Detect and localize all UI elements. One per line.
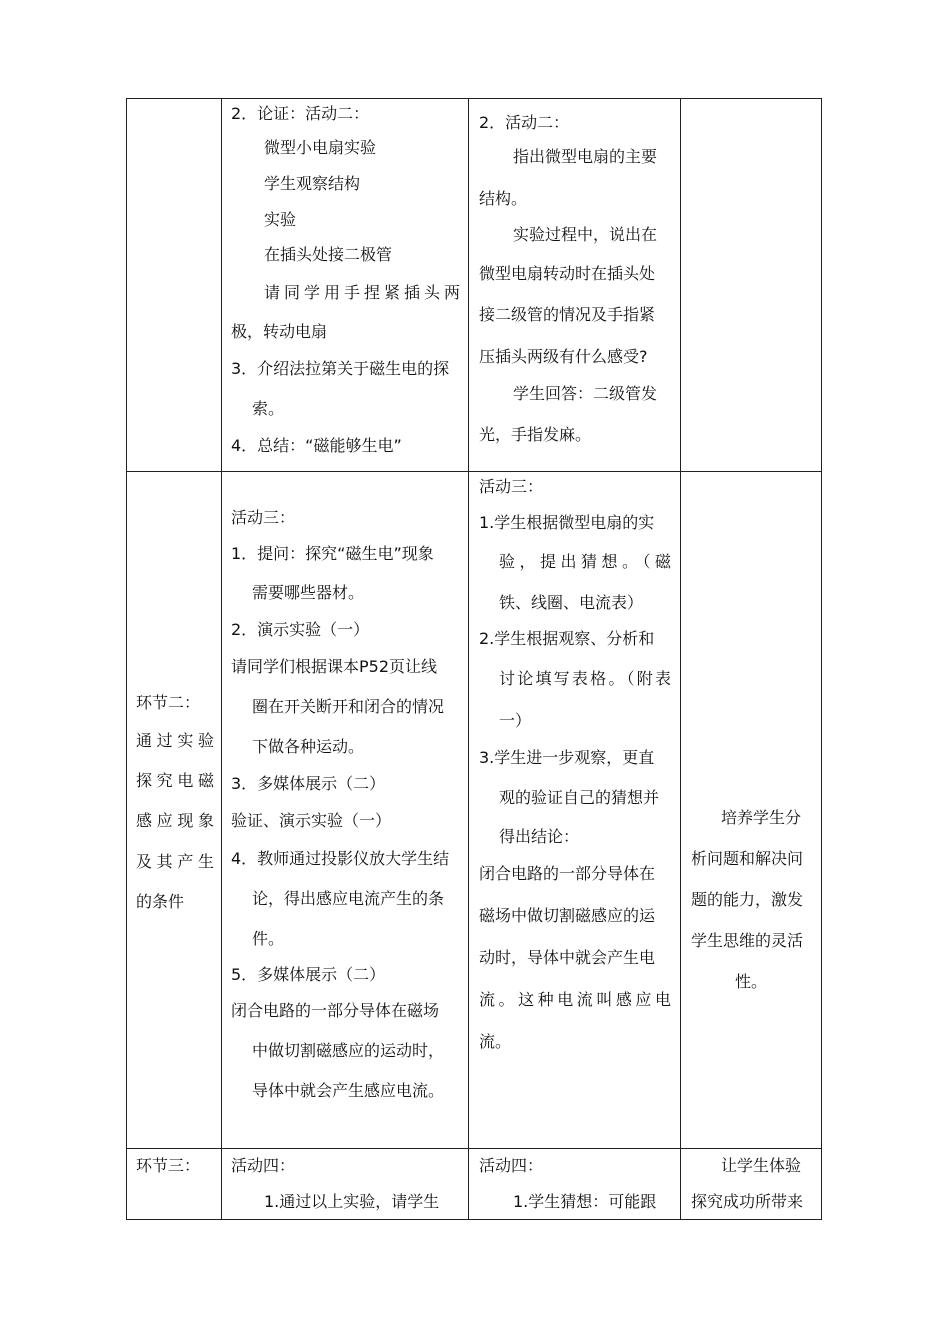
teacher-activity-cell <box>222 1149 469 1220</box>
text-line: 闭合电路的一部分导体在 <box>479 864 656 883</box>
text-line: 压插头两级有什么感受? <box>479 347 648 366</box>
text-line: 3．介绍法拉第关于磁生电的探 <box>231 359 450 378</box>
text-line: 题的能力，激发 <box>691 890 804 909</box>
text-line: 1．提问：探究“磁生电”现象 <box>231 544 434 563</box>
text-line: 活动四： <box>231 1156 296 1175</box>
text-line: 圈在开关断开和闭合的情况 <box>252 697 445 716</box>
text-line: 探究成功所带来 <box>691 1192 804 1211</box>
text-line: 析问题和解决问 <box>691 849 804 868</box>
student-activity-cell <box>469 1149 681 1220</box>
text-line: 件。 <box>252 929 285 948</box>
text-line: 需要哪些器材。 <box>252 583 365 602</box>
text-line: 请同学们根据课本P52页让线 <box>231 657 438 676</box>
student-activity-cell <box>469 472 681 1149</box>
text-line: 光，手指发麻。 <box>479 425 592 444</box>
text-line: 观的验证自己的猜想并 <box>499 788 660 807</box>
text-line: 活动三： <box>479 477 544 496</box>
text-line: 闭合电路的一部分导体在磁场 <box>231 1001 440 1020</box>
text-line: 结构。 <box>479 189 528 208</box>
text-line: 1.学生根据微型电扇的实 <box>479 513 655 532</box>
text-line: 1.学生猜想：可能跟 <box>513 1192 657 1211</box>
text-line: 1.通过以上实验，请学生 <box>264 1192 440 1211</box>
text-line: 微型小电扇实验 <box>264 138 377 157</box>
stage-label: 环节三： <box>136 1156 201 1175</box>
stage-label: 及其产生 <box>136 852 214 871</box>
text-line: 讨论填写表格。（附表 <box>499 669 671 688</box>
stage-label: 的条件 <box>136 892 185 911</box>
text-line: 学生思维的灵活 <box>691 931 804 950</box>
stage-label: 环节二： <box>136 693 201 712</box>
text-line: 活动四： <box>479 1156 544 1175</box>
stage-cell <box>127 99 222 472</box>
teacher-activity-cell <box>222 99 469 472</box>
text-line: 导体中就会产生感应电流。 <box>252 1081 445 1100</box>
text-line: 2．演示实验（一） <box>231 620 370 639</box>
text-line: 培养学生分 <box>721 808 802 827</box>
stage-label: 感应现象 <box>136 811 214 830</box>
text-line: 下做各种运动。 <box>252 737 365 756</box>
text-line: 3．多媒体展示（二） <box>231 774 386 793</box>
stage-cell <box>127 1149 222 1220</box>
text-line: 请同学用手捏紧插头两 <box>264 283 460 302</box>
text-line: 性。 <box>735 972 768 991</box>
text-line: 活动三： <box>231 508 296 527</box>
text-line: 实验过程中，说出在 <box>513 225 658 244</box>
text-line: 流。 <box>479 1032 512 1051</box>
text-line: 学生回答：二级管发 <box>513 384 658 403</box>
lesson-plan-table <box>126 98 822 1220</box>
text-line: 2．活动二： <box>479 113 570 132</box>
table-row <box>127 472 822 1149</box>
text-line: 4．总结：“磁能够生电” <box>231 436 402 455</box>
text-line: 2．论证：活动二： <box>231 104 370 123</box>
text-line: 索。 <box>252 399 285 418</box>
teacher-activity-cell <box>222 472 469 1149</box>
text-line: 流。这种电流叫感应电 <box>479 990 671 1009</box>
text-line: 在插头处接二极管 <box>264 245 393 264</box>
text-line: 3.学生进一步观察，更直 <box>479 748 655 767</box>
text-line: 得出结论： <box>499 827 580 846</box>
text-line: 2.学生根据观察、分析和 <box>479 629 655 648</box>
table-row <box>127 99 822 472</box>
text-line: 接二级管的情况及手指紧 <box>479 305 656 324</box>
text-line: 铁、线圈、电流表） <box>499 593 644 612</box>
intent-cell <box>681 472 822 1149</box>
text-line: 让学生体验 <box>721 1156 802 1175</box>
text-line: 5．多媒体展示（二） <box>231 965 386 984</box>
table-row <box>127 1149 822 1220</box>
stage-label: 通过实验 <box>136 731 214 750</box>
text-line: 指出微型电扇的主要 <box>513 147 658 166</box>
text-line: 中做切割磁感应的运动时， <box>252 1041 445 1060</box>
text-line: 一） <box>499 711 532 730</box>
student-activity-cell <box>469 99 681 472</box>
text-line: 微型电扇转动时在插头处 <box>479 264 656 283</box>
stage-cell <box>127 472 222 1149</box>
text-line: 实验 <box>264 210 297 229</box>
text-line: 磁场中做切割磁感应的运 <box>479 906 656 925</box>
text-line: 极，转动电扇 <box>231 322 328 341</box>
text-line: 验证、演示实验（一） <box>231 811 392 830</box>
text-line: 验，提出猜想。（磁 <box>499 552 671 571</box>
text-line: 动时，导体中就会产生电 <box>479 948 656 967</box>
text-line: 论，得出感应电流产生的条 <box>252 889 445 908</box>
stage-label: 探究电磁 <box>136 771 214 790</box>
text-line: 学生观察结构 <box>264 174 361 193</box>
intent-cell <box>681 1149 822 1220</box>
text-line: 4．教师通过投影仪放大学生结 <box>231 849 450 868</box>
intent-cell <box>681 99 822 472</box>
